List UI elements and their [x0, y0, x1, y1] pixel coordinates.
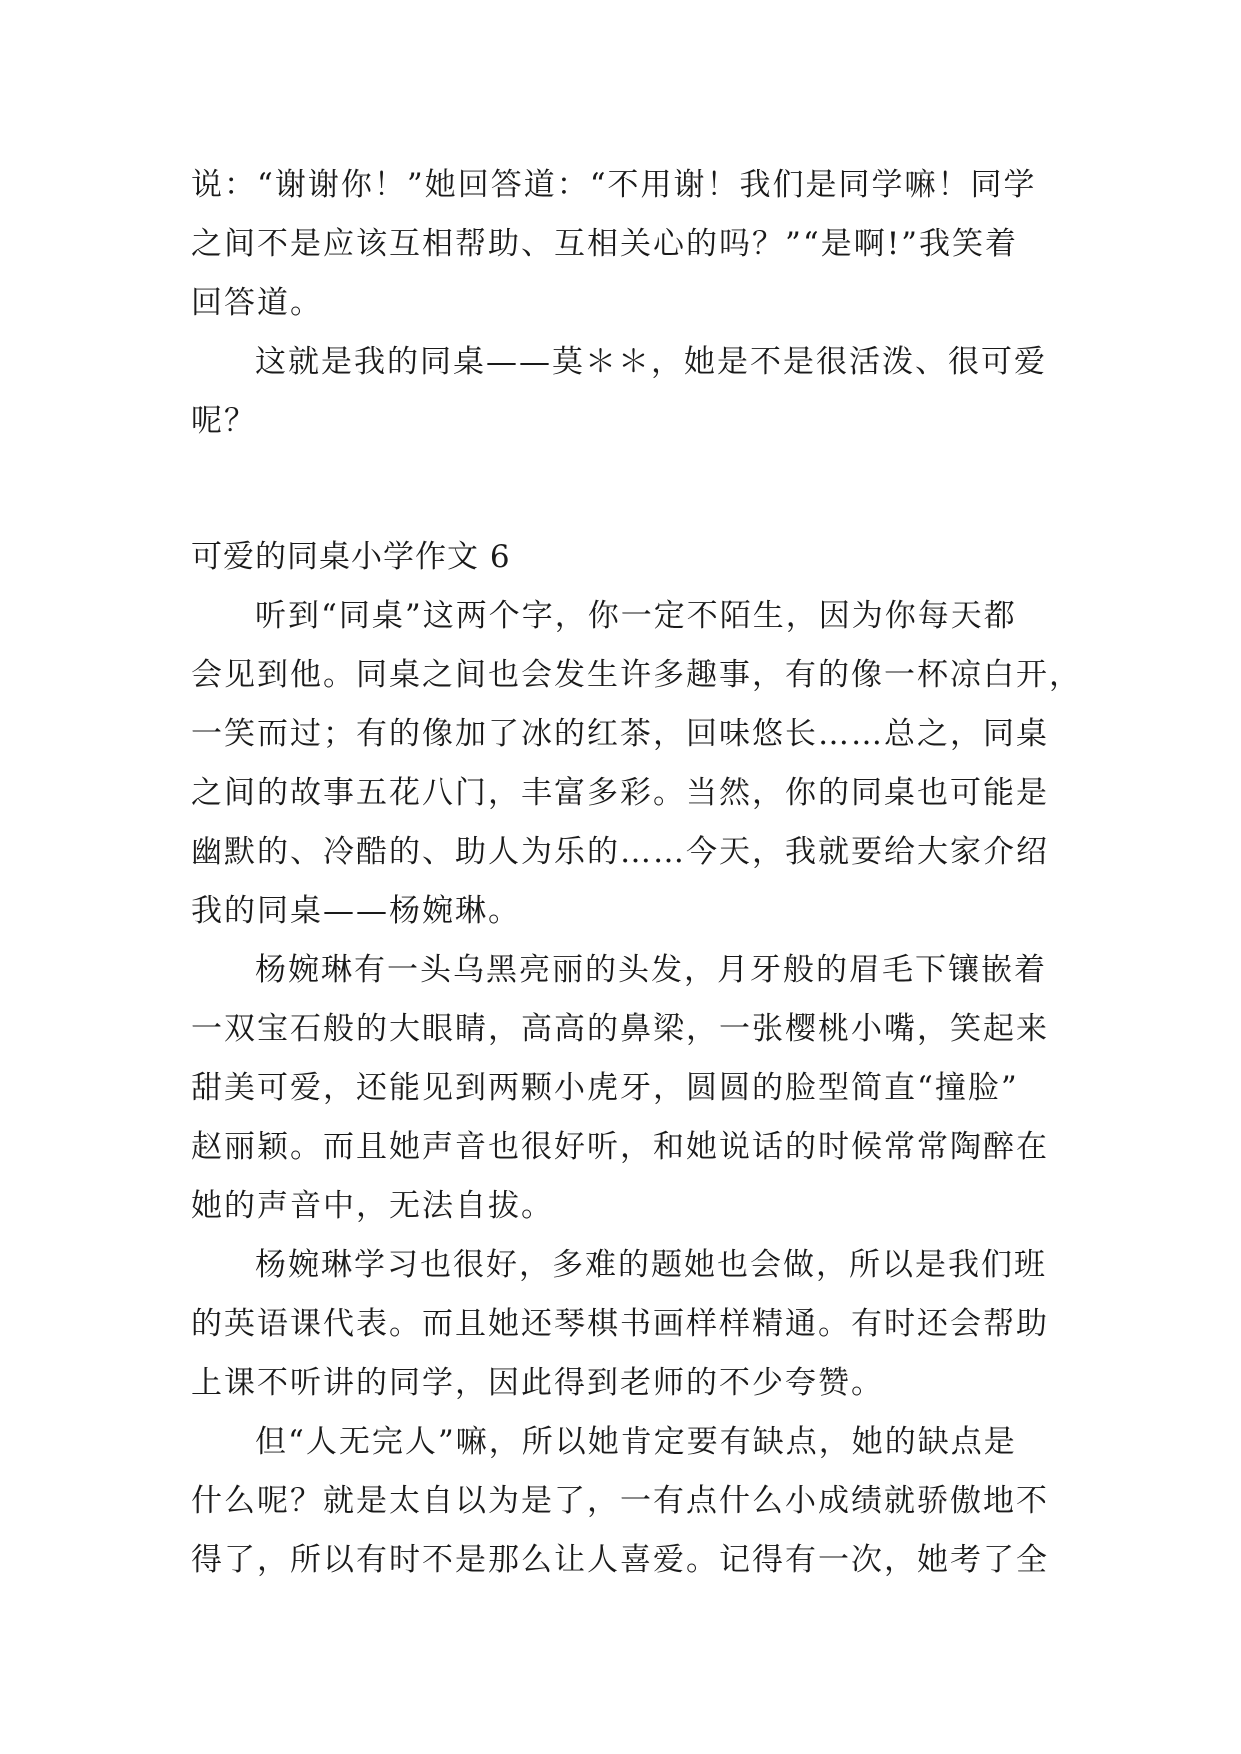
text-line: 赵丽颖。而且她声音也很好听，和她说话的时候常常陶醉在: [191, 1129, 1049, 1165]
text-line: 幽默的、冷酷的、助人为乐的……今天，我就要给大家介绍: [191, 834, 1049, 870]
paragraph-study: [191, 1236, 1051, 1413]
text-line: 这就是我的同桌——莫＊＊，她是不是很活泼、很可爱: [255, 344, 1047, 380]
paragraph-closing: [191, 333, 1051, 451]
text-line: 什么呢？就是太自以为是了，一有点什么小成绩就骄傲地不: [191, 1483, 1049, 1519]
text-line: 之间不是应该互相帮助、互相关心的吗？”“是啊!”我笑着: [191, 226, 1018, 262]
text-line: 一笑而过；有的像加了冰的红茶，回味悠长……总之，同桌: [191, 716, 1049, 752]
paragraph-intro: [191, 587, 1082, 941]
document-page: [191, 156, 1082, 1590]
text-line: 回答道。: [191, 285, 323, 321]
section-title: 可爱的同桌小学作文 6: [191, 539, 511, 575]
text-line: 听到“同桌”这两个字，你一定不陌生，因为你每天都: [255, 598, 1017, 634]
text-line: 之间的故事五花八门，丰富多彩。当然，你的同桌也可能是: [191, 775, 1049, 811]
paragraph-appearance: [191, 941, 1051, 1236]
text-line: 杨婉琳学习也很好，多难的题她也会做，所以是我们班: [255, 1247, 1047, 1283]
text-line: 她的声音中，无法自拔。: [191, 1188, 554, 1224]
paragraph-continuation: [191, 156, 1051, 333]
text-line: 得了，所以有时不是那么让人喜爱。记得有一次，她考了全: [191, 1542, 1049, 1578]
text-line: 的英语课代表。而且她还琴棋书画样样精通。有时还会帮助: [191, 1306, 1049, 1342]
text-line: 杨婉琳有一头乌黑亮丽的头发，月牙般的眉毛下镶嵌着: [255, 952, 1047, 988]
text-line: 甜美可爱，还能见到两颗小虎牙，圆圆的脸型简直“撞脸”: [191, 1070, 1019, 1106]
text-line: 说：“谢谢你！”她回答道：“不用谢！我们是同学嘛！同学: [191, 167, 1037, 203]
text-line: 会见到他。同桌之间也会发生许多趣事，有的像一杯凉白开，: [191, 657, 1082, 693]
paragraph-flaw: [191, 1413, 1051, 1590]
text-line: 我的同桌——杨婉琳。: [191, 893, 521, 929]
text-line: 一双宝石般的大眼睛，高高的鼻梁，一张樱桃小嘴，笑起来: [191, 1011, 1049, 1047]
section-gap: [191, 451, 1051, 528]
text-line: 上课不听讲的同学，因此得到老师的不少夸赞。: [191, 1365, 884, 1401]
text-line: 呢？: [191, 403, 257, 439]
text-line: 但“人无完人”嘛，所以她肯定要有缺点，她的缺点是: [255, 1424, 1017, 1460]
